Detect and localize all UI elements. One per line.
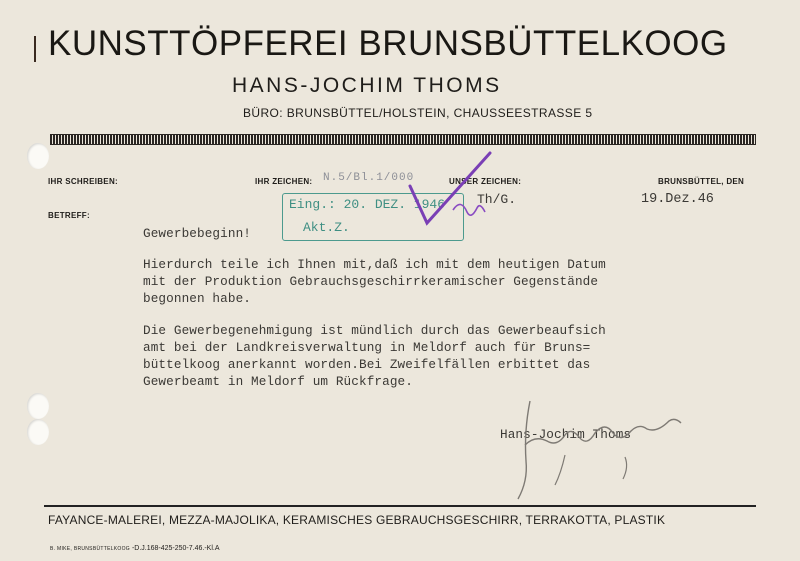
unser-zeichen-value: Th/G. (477, 192, 517, 207)
letterhead-mark (34, 36, 36, 62)
ihr-zeichen-label: IHR ZEICHEN: (255, 177, 313, 186)
place-label: BRUNSBÜTTEL, DEN (658, 177, 745, 186)
body-line-4: Die Gewerbegenehmigung ist mündlich durch das Gewerbeaufsich (143, 323, 606, 338)
stamp-received-date: Eing.: 20. DEZ. 1946 (289, 197, 446, 212)
hatched-divider (50, 134, 756, 145)
handwritten-signature (505, 395, 710, 505)
ihr-zeichen-value: N.5/Bl.1/000 (323, 172, 415, 184)
punch-hole-lower (27, 419, 49, 445)
printer-name: B. MIKE, BRUNSBÜTTELKOOG (50, 546, 130, 552)
unser-zeichen-label: UNSER ZEICHEN: (449, 177, 522, 186)
body-line-2: mit der Produktion Gebrauchsgeschirrkeramischer Gegenstände (143, 274, 599, 289)
body-line-3: begonnen habe. (143, 291, 251, 306)
stamp-file-ref: Akt.Z. (303, 220, 350, 235)
company-name: KUNSTTÖPFEREI BRUNSBÜTTELKOOG (48, 24, 728, 63)
betreff-label: BETREFF: (48, 211, 90, 220)
subject-line: Gewerbebeginn! (143, 226, 251, 241)
body-line-7: Gewerbeamt in Meldorf um Rückfrage. (143, 374, 413, 389)
punch-hole-top (27, 143, 49, 169)
punch-hole-middle (27, 393, 49, 419)
footer-rule (44, 505, 756, 507)
ihr-schreiben-label: IHR SCHREIBEN: (48, 177, 118, 186)
body-line-5: amt bei der Landkreisverwaltung in Meldorf auch für Bruns= (143, 340, 591, 355)
product-line: FAYANCE-MALEREI, MEZZA-MAJOLIKA, KERAMISCHES GEBRAUCHSGESCHIRR, TERRAKOTTA, PLASTIK (48, 513, 666, 527)
check-mark-icon (405, 148, 500, 243)
printer-code: -D.J.168-425-250-7.46.-Kl.A (131, 545, 220, 552)
office-address: BÜRO: BRUNSBÜTTEL/HOLSTEIN, CHAUSSEESTRASSE 5 (243, 106, 593, 120)
letter-date: 19.Dez.46 (641, 192, 714, 207)
printer-imprint (50, 545, 220, 552)
owner-name: HANS-JOCHIM THOMS (232, 74, 502, 97)
body-line-1: Hierdurch teile ich Ihnen mit,daß ich mit dem heutigen Datum (143, 257, 606, 272)
body-line-6: büttelkoog anerkannt worden.Bei Zweifelfällen erbittet das (143, 357, 591, 372)
signature-typed-name: Hans-Jochim Thoms (500, 427, 632, 442)
